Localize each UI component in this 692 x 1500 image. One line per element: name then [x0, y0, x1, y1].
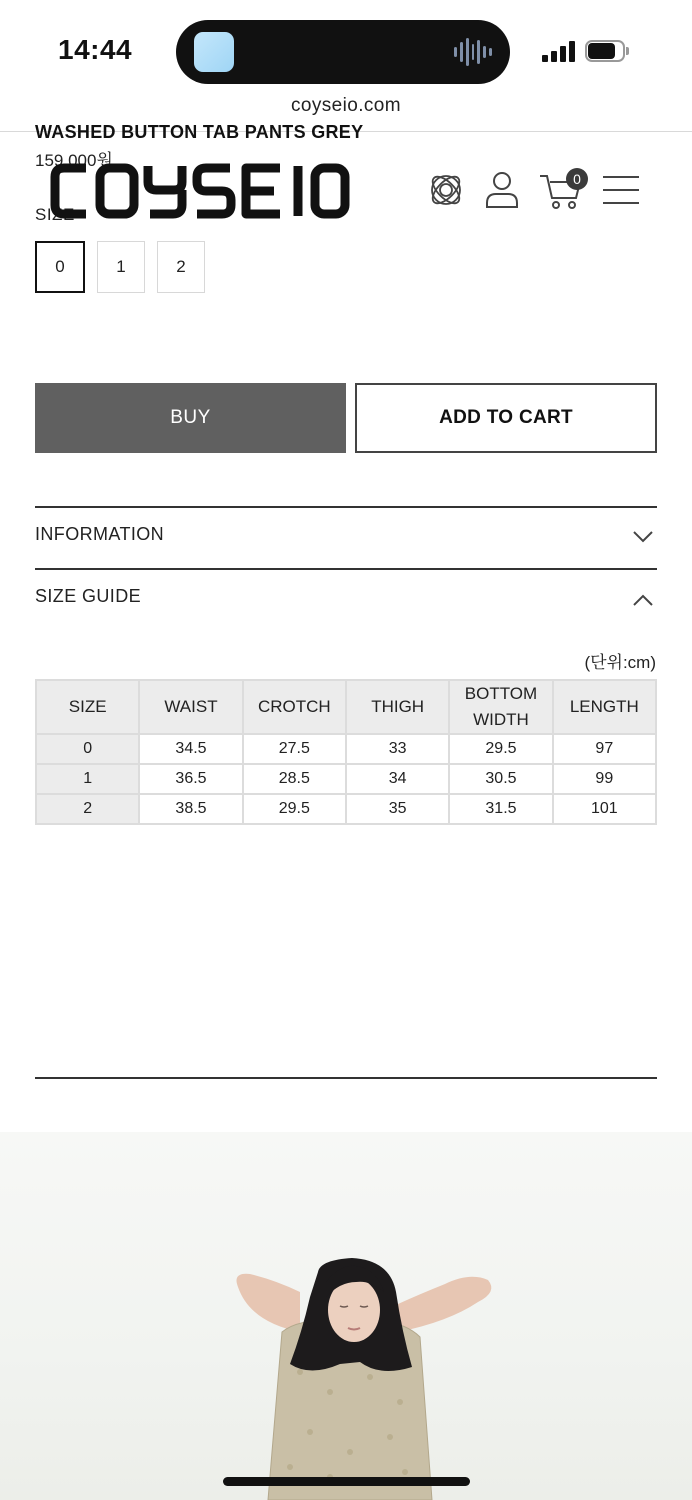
table-cell: 1: [36, 764, 139, 794]
table-row: [36, 764, 656, 794]
size-guide-table: [35, 679, 657, 825]
cart-count-badge: 0: [566, 168, 588, 190]
table-row: [36, 734, 656, 764]
table-cell: 36.5: [139, 764, 242, 794]
table-header-row: [36, 680, 656, 734]
status-bar: [0, 0, 692, 92]
dynamic-island[interactable]: [176, 20, 510, 84]
size-label: SIZE: [35, 205, 75, 224]
table-row: [36, 794, 656, 824]
divider: [35, 1077, 657, 1079]
table-cell: 99: [553, 764, 656, 794]
table-cell: 30.5: [449, 764, 552, 794]
table-cell: 31.5: [449, 794, 552, 824]
table-cell: 0: [36, 734, 139, 764]
column-header: CROTCH: [243, 680, 346, 734]
table-cell: 35: [346, 794, 449, 824]
table-cell: 97: [553, 734, 656, 764]
user-icon[interactable]: [484, 170, 520, 210]
size-selector: [35, 241, 205, 293]
accordion-information-title[interactable]: INFORMATION: [35, 524, 165, 544]
column-header: SIZE: [36, 680, 139, 734]
product-price: 159,000원: [35, 151, 113, 170]
table-cell: 27.5: [243, 734, 346, 764]
column-header: WAIST: [139, 680, 242, 734]
table-cell: 38.5: [139, 794, 242, 824]
table-cell: 34.5: [139, 734, 242, 764]
audio-waveform-icon: [454, 38, 492, 66]
battery-icon: [585, 40, 629, 62]
table-cell: 28.5: [243, 764, 346, 794]
table-cell: 34: [346, 764, 449, 794]
model-image: [0, 1132, 692, 1500]
table-cell: 29.5: [449, 734, 552, 764]
size-option-1[interactable]: 1: [97, 241, 145, 293]
buy-button[interactable]: BUY: [35, 383, 346, 453]
coyseio-logo[interactable]: [50, 160, 350, 222]
column-header: BOTTOM WIDTH: [449, 680, 552, 734]
column-header: THIGH: [346, 680, 449, 734]
chevron-down-icon[interactable]: [632, 530, 654, 544]
table-cell: 101: [553, 794, 656, 824]
status-time: 14:44: [58, 34, 133, 65]
table-cell: 29.5: [243, 794, 346, 824]
column-header: LENGTH: [553, 680, 656, 734]
home-indicator[interactable]: [223, 1477, 470, 1486]
product-photo[interactable]: [0, 1132, 692, 1500]
divider: [35, 568, 657, 570]
table-cell: 33: [346, 734, 449, 764]
add-to-cart-button[interactable]: ADD TO CART: [355, 383, 657, 453]
now-playing-artwork: [194, 32, 234, 72]
table-cell: 2: [36, 794, 139, 824]
divider: [35, 506, 657, 508]
url-text: coyseio.com: [291, 95, 401, 116]
chevron-up-icon[interactable]: [632, 593, 654, 607]
product-title: WASHED BUTTON TAB PANTS GREY: [35, 122, 364, 142]
world-icon[interactable]: [426, 170, 466, 210]
menu-icon[interactable]: [602, 174, 640, 206]
size-option-0[interactable]: 0: [35, 241, 85, 293]
unit-note: (단위:cm): [584, 653, 656, 672]
size-option-2[interactable]: 2: [157, 241, 205, 293]
accordion-size-guide-title[interactable]: SIZE GUIDE: [35, 586, 142, 606]
cellular-signal-icon: [542, 40, 576, 62]
